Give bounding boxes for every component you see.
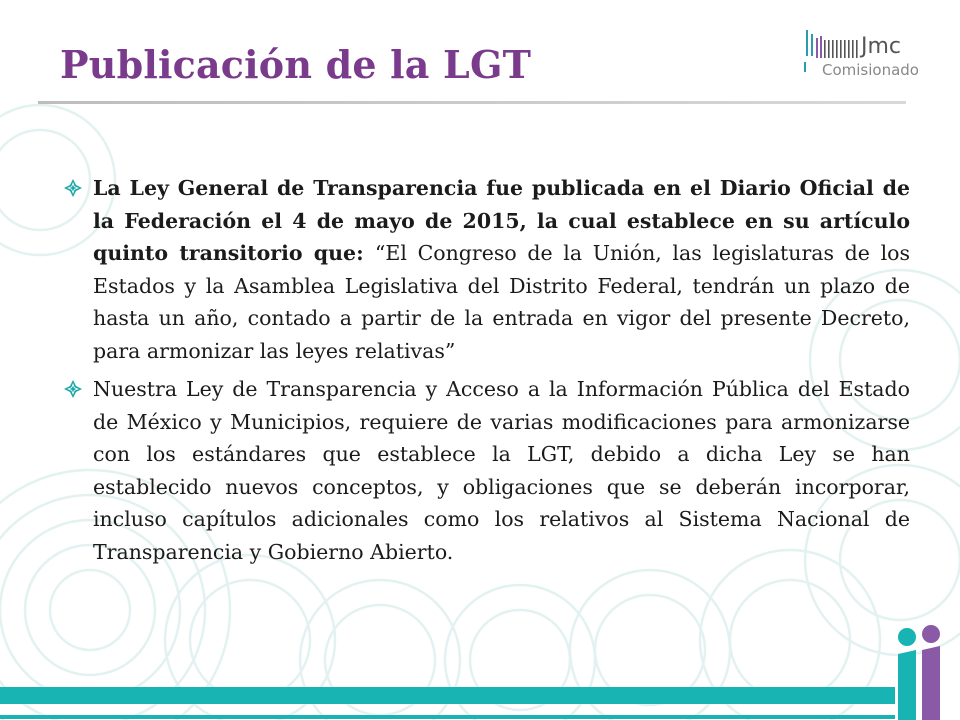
bullet-1-quote: “El Congreso de la Unión, las legislaturas de los Estados y la Asamblea Legislativa del Distrito Federal, tendrán un plazo de hasta un año, contado a partir de la entrada en vigor del presente Decreto, para armonizar las leyes relativas” — [93, 241, 910, 363]
bullet-2 — [64, 373, 910, 568]
bullet-1-lead: La Ley General de Transparencia fue publicada en el Diario Oficial de la Federación el 4 de mayo de 2015, la cual establece en su artículo quinto transitorio que: — [93, 176, 910, 265]
bullet-2-text: Nuestra Ley de Transparencia y Acceso a la Información Pública del Estado de México y Municipios, requiere de varias modificaciones para armonizarse con los estándares que establece la LGT, debido a dicha Ley se han establecido nuevos conceptos, y obligaciones que se deberán incorporar, incluso capítulos adicionales como los relativos al Sistema Nacional de Transparencia y Gobierno Abierto. — [93, 377, 910, 564]
brand-subtitle: Comisionado — [822, 61, 919, 79]
brand-name: Jmc — [861, 34, 902, 59]
slide-title: Publicación de la LGT — [60, 42, 532, 87]
ii-logo-icon — [893, 620, 945, 720]
bottom-accent-bar — [0, 687, 895, 704]
bullet-1 — [64, 172, 910, 367]
bottom-accent-line — [0, 715, 895, 719]
title-underline — [38, 101, 906, 104]
slide-content — [64, 172, 910, 574]
diamond-bullet-icon — [64, 179, 82, 197]
diamond-bullet-icon — [64, 380, 82, 398]
